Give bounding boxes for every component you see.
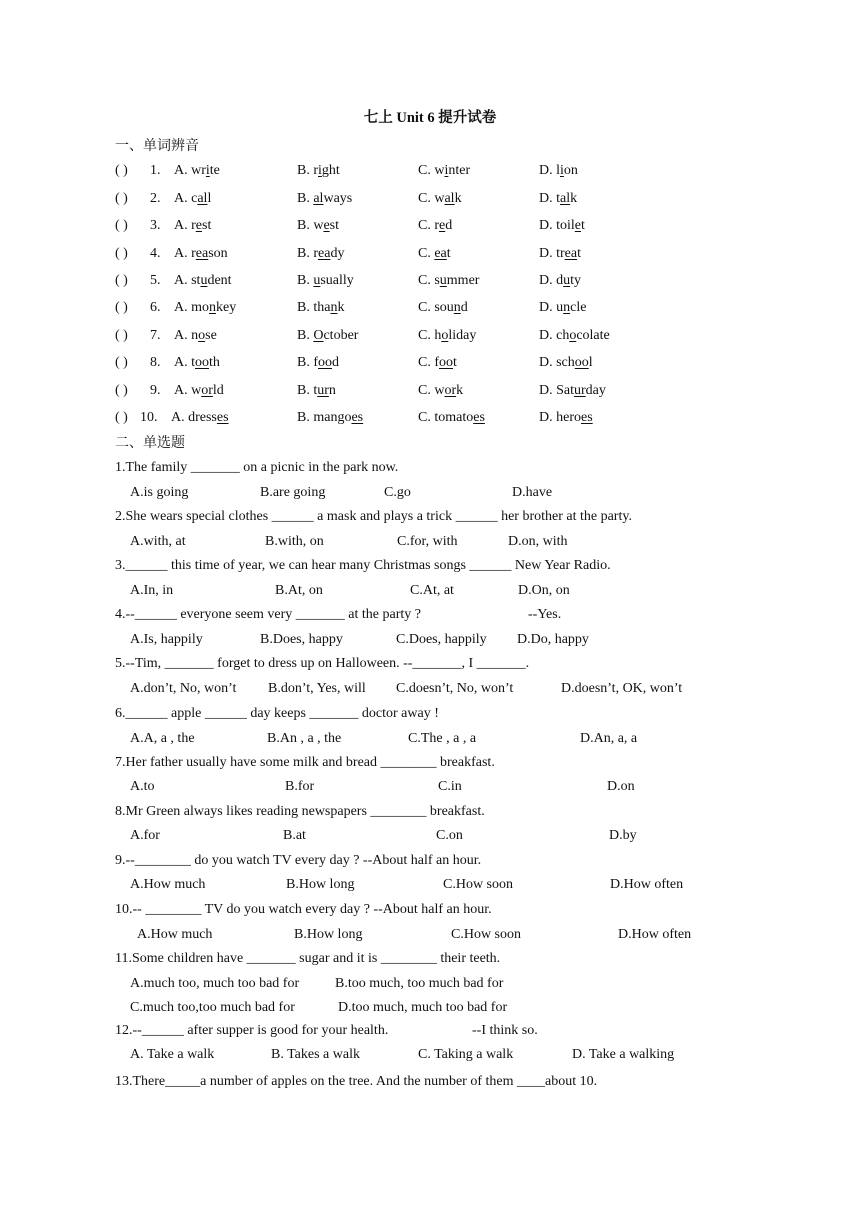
answer-option: C.go (384, 485, 411, 500)
answer-option: C.The , a , a (408, 731, 477, 746)
answer-option: C.in (438, 779, 462, 794)
question-text: 1.The family _______ on a picnic in the park now. (115, 460, 399, 475)
question-number: 2. (150, 191, 161, 206)
answer-option: A.is going (130, 485, 189, 500)
option-d: D. duty (539, 273, 582, 288)
pronunciation-row (115, 300, 815, 322)
question-number: 6. (150, 300, 161, 315)
answer-option: D.have (512, 485, 553, 500)
question-number: 1. (150, 163, 161, 178)
question-reply: --I think so. (472, 1023, 538, 1038)
question-text: 6.______ apple ______ day keeps _______ doctor away ! (115, 706, 439, 721)
pronunciation-row (115, 218, 815, 240)
answer-blank: ( ) (115, 218, 128, 233)
answer-option: A.How much (130, 877, 206, 892)
option-a: A. world (174, 383, 224, 398)
answer-option: C.on (436, 828, 463, 843)
question-text: 2.She wears special clothes ______ a mask and plays a trick ______ her brother at the party. (115, 509, 632, 524)
answer-blank: ( ) (115, 191, 128, 206)
answer-blank: ( ) (115, 383, 128, 398)
pronunciation-row (115, 191, 815, 213)
question-number: 4. (150, 246, 161, 261)
question-text: 7.Her father usually have some milk and bread ________ breakfast. (115, 755, 495, 770)
answer-option: C. Taking a walk (418, 1047, 514, 1062)
answer-option: B. Takes a walk (271, 1047, 360, 1062)
answer-option: C.doesn’t, No, won’t (396, 681, 514, 696)
option-d: D. uncle (539, 300, 587, 315)
answer-option: B.don’t, Yes, will (268, 681, 366, 696)
option-a: A. nose (174, 328, 217, 343)
option-c: C. red (418, 218, 453, 233)
question-number: 10. (140, 410, 158, 425)
option-b: B. right (297, 163, 340, 178)
question-text: 11.Some children have _______ sugar and it is ________ their teeth. (115, 951, 501, 966)
answer-option: C.How soon (443, 877, 514, 892)
answer-option: B.At, on (275, 583, 323, 598)
pronunciation-row (115, 410, 815, 432)
option-c: C. eat (418, 246, 451, 261)
answer-option: B.too much, too much bad for (335, 976, 504, 991)
answer-option: D.on, with (508, 534, 568, 549)
option-a: A. rest (174, 218, 212, 233)
pronunciation-row (115, 328, 815, 350)
option-d: D. school (539, 355, 593, 370)
option-d: D. toilet (539, 218, 585, 233)
option-b: B. ready (297, 246, 345, 261)
answer-blank: ( ) (115, 355, 128, 370)
answer-option: A.for (130, 828, 160, 843)
answer-option: D.too much, much too bad for (338, 1000, 508, 1015)
answer-option: D.An, a, a (580, 731, 638, 746)
option-c: C. sound (418, 300, 468, 315)
question-text: 8.Mr Green always likes reading newspapers ________ breakfast. (115, 804, 485, 819)
answer-option: C.At, at (410, 583, 454, 598)
section-heading-pronunciation: 一、单词辨音 (115, 139, 199, 154)
question-text: 4.--______ everyone seem very _______ at the party ? (115, 607, 421, 622)
question-text: 12.--______ after supper is good for your health. (115, 1023, 389, 1038)
option-b: B. west (297, 218, 340, 233)
answer-option: B.How long (294, 927, 363, 942)
option-b: B. thank (297, 300, 345, 315)
answer-option: D.doesn’t, OK, won’t (561, 681, 683, 696)
option-a: A. dresses (171, 410, 229, 425)
answer-option: B.with, on (265, 534, 324, 549)
option-a: A. call (174, 191, 212, 206)
question-text: 3.______ this time of year, we can hear many Christmas songs ______ New Year Radio. (115, 558, 611, 573)
question-number: 7. (150, 328, 161, 343)
answer-option: B.for (285, 779, 315, 794)
option-a: A. student (174, 273, 232, 288)
pronunciation-row (115, 163, 815, 185)
answer-option: A.much too, much too bad for (130, 976, 300, 991)
answer-option: B.are going (260, 485, 326, 500)
option-d: D. lion (539, 163, 578, 178)
answer-option: B.How long (286, 877, 355, 892)
answer-option: C.How soon (451, 927, 522, 942)
option-b: B. food (297, 355, 339, 370)
question-text: 5.--Tim, _______ forget to dress up on Halloween. --_______, I _______. (115, 656, 530, 671)
question-text: 9.--________ do you watch TV every day ? --About half an hour. (115, 853, 482, 868)
option-d: D. talk (539, 191, 578, 206)
answer-blank: ( ) (115, 300, 128, 315)
answer-blank: ( ) (115, 273, 128, 288)
option-b: B. usually (297, 273, 354, 288)
option-c: C. holiday (418, 328, 477, 343)
option-c: C. summer (418, 273, 480, 288)
pronunciation-row (115, 273, 815, 295)
answer-option: B.An , a , the (267, 731, 342, 746)
answer-option: C.Does, happily (396, 632, 487, 647)
option-c: C. foot (418, 355, 457, 370)
question-number: 9. (150, 383, 161, 398)
answer-option: A.A, a , the (130, 731, 195, 746)
answer-option: A.How much (137, 927, 213, 942)
pronunciation-row (115, 355, 815, 377)
option-c: C. work (418, 383, 464, 398)
page-title: 七上 Unit 6 提升试卷 (363, 110, 497, 126)
option-d: D. heroes (539, 410, 593, 425)
question-text: 13.There_____a number of apples on the tree. And the number of them ____about 10. (115, 1074, 598, 1089)
option-d: D. treat (539, 246, 581, 261)
answer-blank: ( ) (115, 328, 128, 343)
question-text: 10.-- ________ TV do you watch every day ? --About half an hour. (115, 902, 492, 917)
answer-option: A. Take a walk (130, 1047, 215, 1062)
question-number: 5. (150, 273, 161, 288)
pronunciation-row (115, 383, 815, 405)
option-b: B. October (297, 328, 359, 343)
option-a: A. write (174, 163, 220, 178)
answer-option: C.for, with (397, 534, 458, 549)
option-a: A. monkey (174, 300, 237, 315)
option-b: B. turn (297, 383, 336, 398)
answer-option: D.by (609, 828, 637, 843)
answer-blank: ( ) (115, 246, 128, 261)
answer-option: B.at (283, 828, 306, 843)
option-c: C. walk (418, 191, 462, 206)
answer-option: B.Does, happy (260, 632, 343, 647)
pronunciation-row (115, 246, 815, 268)
answer-blank: ( ) (115, 410, 128, 425)
answer-option: D.on (607, 779, 635, 794)
answer-option: A.In, in (130, 583, 174, 598)
question-number: 3. (150, 218, 161, 233)
answer-option: A.Is, happily (130, 632, 203, 647)
option-c: C. tomatoes (418, 410, 485, 425)
option-c: C. winter (418, 163, 471, 178)
option-a: A. tooth (174, 355, 220, 370)
answer-option: D.Do, happy (517, 632, 589, 647)
answer-option: A.with, at (130, 534, 186, 549)
question-number: 8. (150, 355, 161, 370)
option-b: B. always (297, 191, 353, 206)
answer-option: C.much too,too much bad for (130, 1000, 295, 1015)
answer-option: D.How often (610, 877, 684, 892)
option-d: D. Saturday (539, 383, 606, 398)
answer-option: D. Take a walking (572, 1047, 675, 1062)
section-heading-choice: 二、单选题 (115, 436, 185, 451)
option-a: A. reason (174, 246, 228, 261)
answer-option: A.to (130, 779, 155, 794)
answer-option: A.don’t, No, won’t (130, 681, 237, 696)
question-reply: --Yes. (528, 607, 562, 622)
option-b: B. mangoes (297, 410, 364, 425)
answer-option: D.On, on (518, 583, 570, 598)
answer-blank: ( ) (115, 163, 128, 178)
answer-option: D.How often (618, 927, 692, 942)
option-d: D. chocolate (539, 328, 610, 343)
